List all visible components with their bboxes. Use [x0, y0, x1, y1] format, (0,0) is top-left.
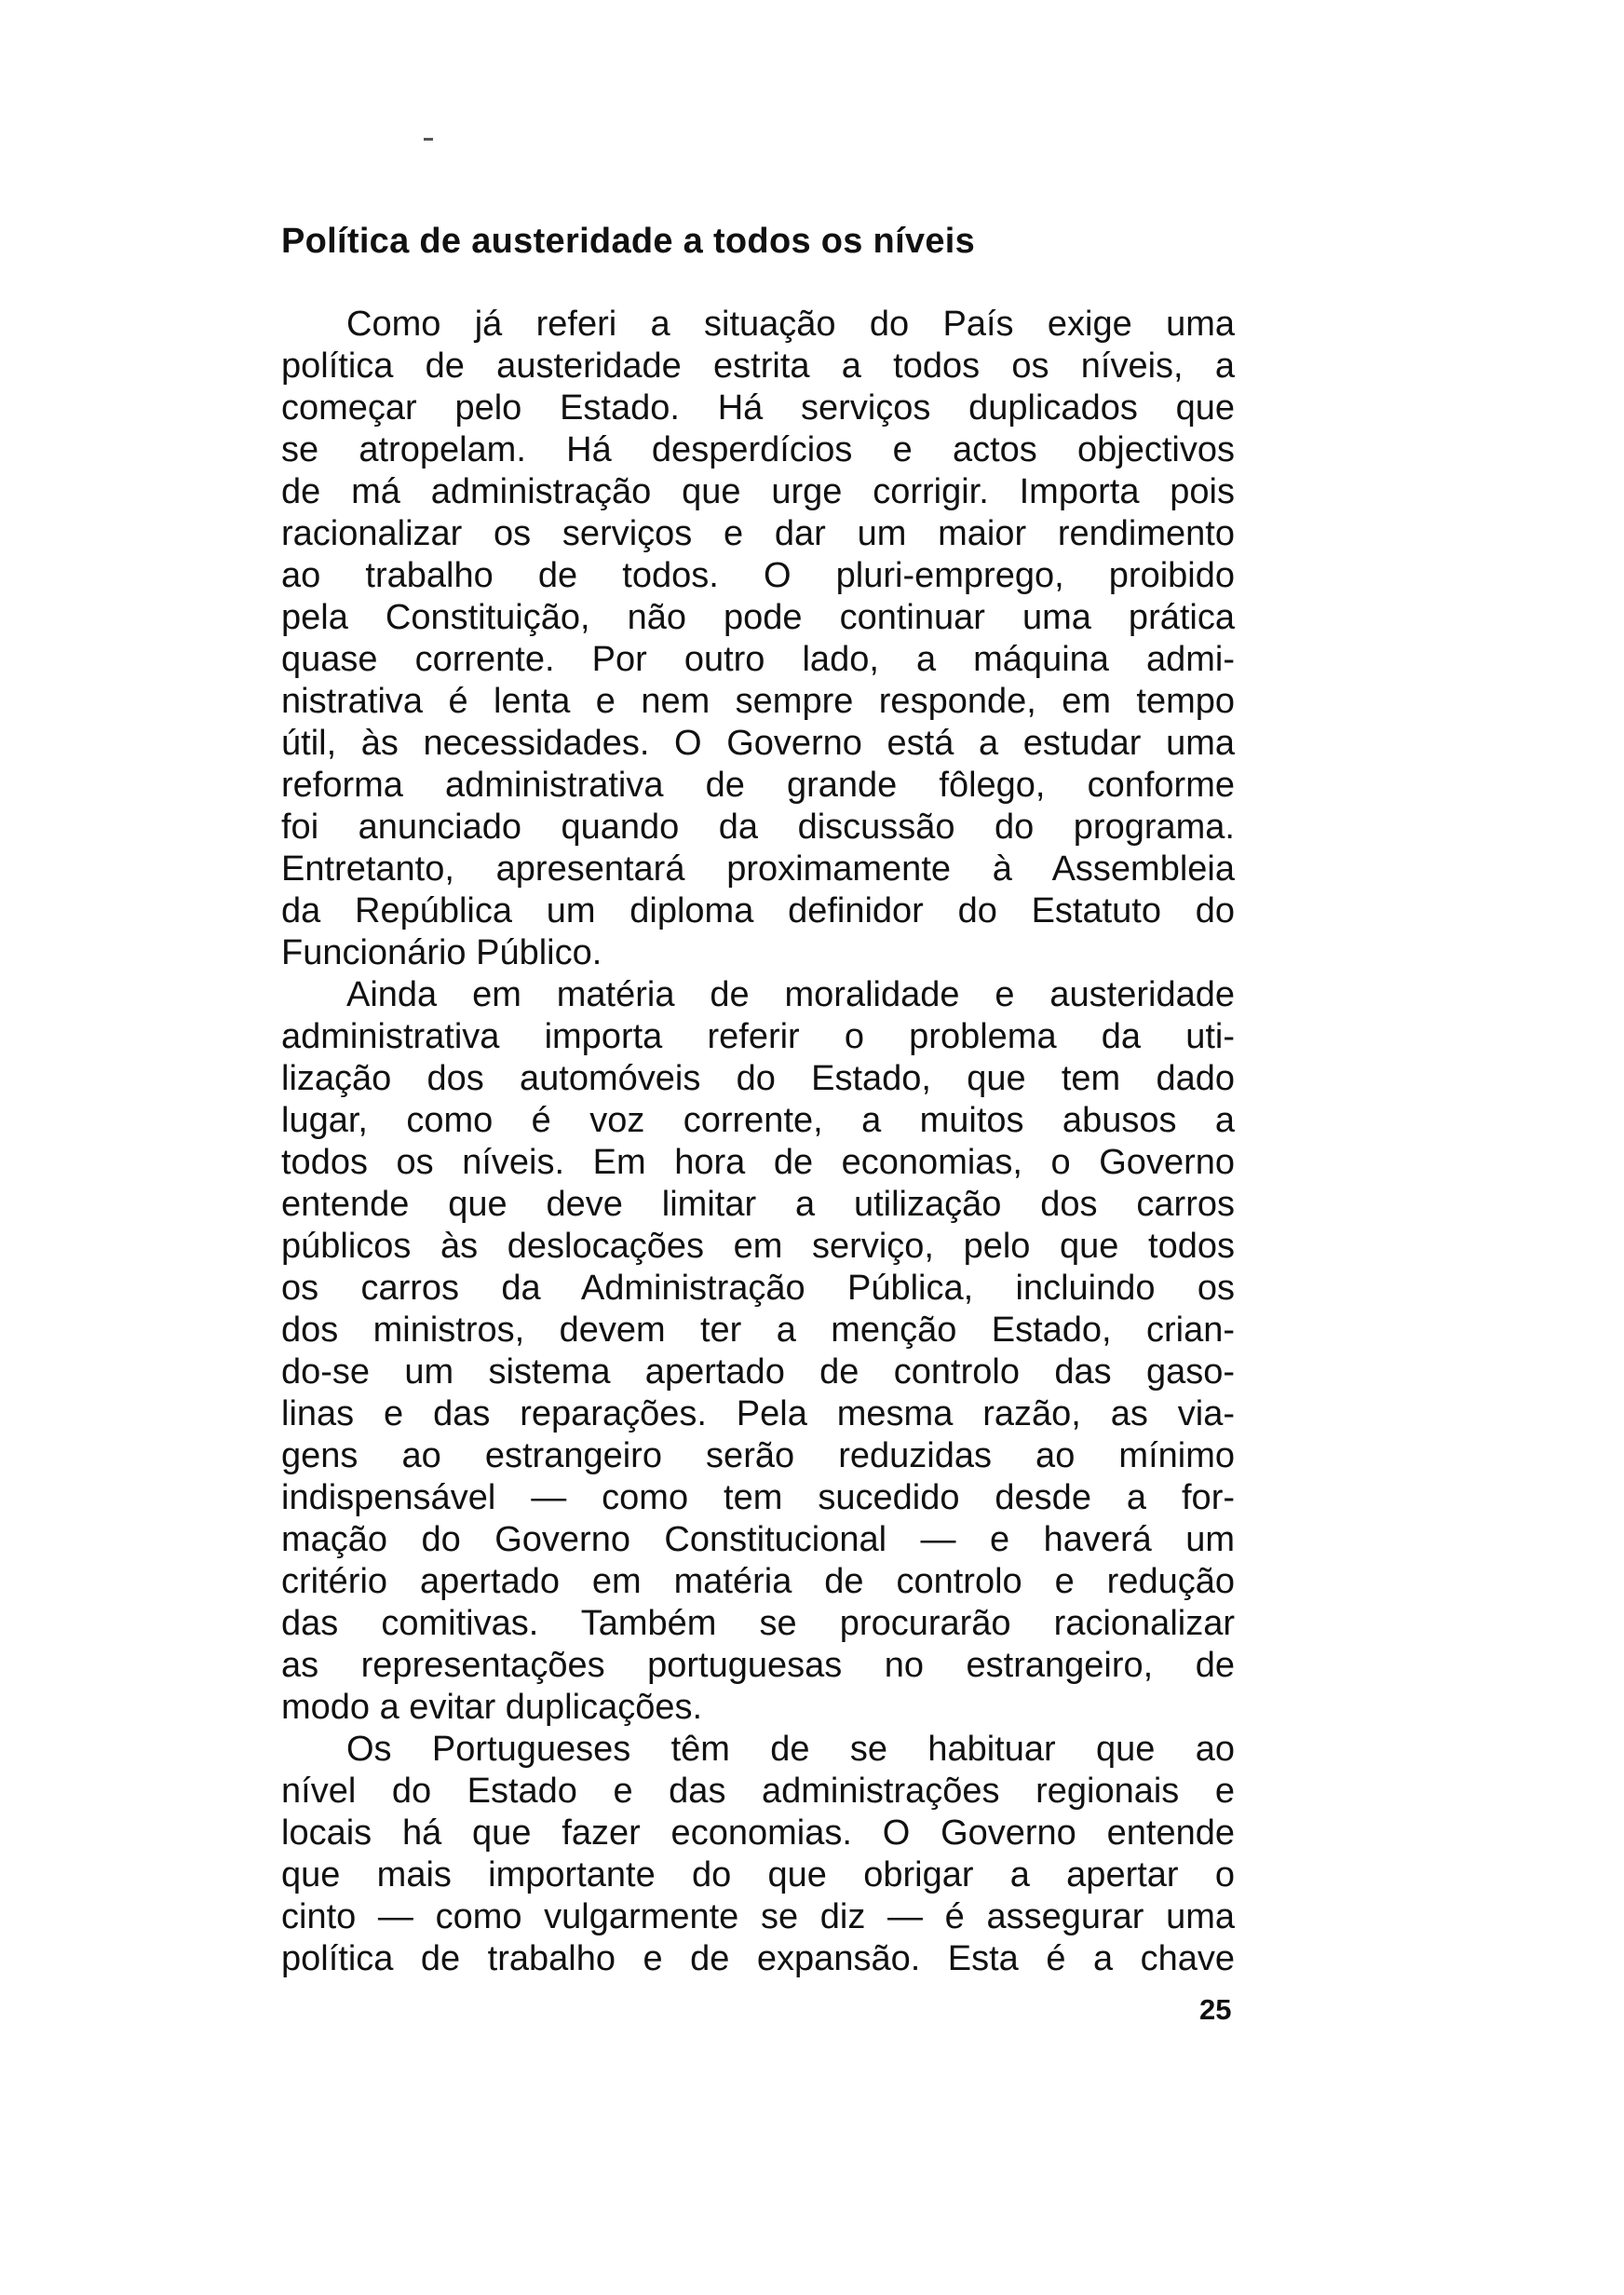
- text-line: política de austeridade estrita a todos os níveis, a: [281, 346, 1235, 386]
- text-line: locais há que fazer economias. O Governo entende: [281, 1813, 1235, 1853]
- text-line: entende que deve limitar a utilização dos carros: [281, 1185, 1235, 1224]
- text-line: quase corrente. Por outro lado, a máquina admi-: [281, 640, 1235, 679]
- text-line: critério apertado em matéria de controlo e redução: [281, 1562, 1235, 1601]
- text-line: gens ao estrangeiro serão reduzidas ao mínimo: [281, 1436, 1235, 1475]
- text-line: dos ministros, devem ter a menção Estado, crian-: [281, 1310, 1235, 1350]
- text-line: útil, às necessidades. O Governo está a estudar uma: [281, 724, 1235, 763]
- text-line: política de trabalho e de expansão. Esta é a chave: [281, 1939, 1235, 1978]
- text-line: administrativa importa referir o problema da uti-: [281, 1017, 1235, 1056]
- text-line: Entretanto, apresentará proximamente à Assembleia: [281, 849, 1235, 889]
- text-line: Ainda em matéria de moralidade e austeridade: [346, 975, 1235, 1014]
- text-line: da República um diploma definidor do Estatuto do: [281, 891, 1235, 930]
- text-line: lização dos automóveis do Estado, que tem dado: [281, 1059, 1235, 1098]
- text-line: que mais importante do que obrigar a apertar o: [281, 1855, 1235, 1894]
- text-line: nível do Estado e das administrações regionais e: [281, 1772, 1235, 1811]
- text-line: racionalizar os serviços e dar um maior rendimento: [281, 514, 1235, 553]
- text-line: Como já referi a situação do País exige uma: [346, 305, 1235, 344]
- text-line: ao trabalho de todos. O pluri-emprego, proibido: [281, 556, 1235, 595]
- text-line: modo a evitar duplicações.: [281, 1688, 703, 1727]
- text-line: as representações portuguesas no estrangeiro, de: [281, 1646, 1235, 1685]
- text-line: do-se um sistema apertado de controlo das gaso-: [281, 1352, 1235, 1392]
- text-line: cinto — como vulgarmente se diz — é assegurar uma: [281, 1897, 1235, 1936]
- text-line: nistrativa é lenta e nem sempre responde, em tempo: [281, 682, 1235, 721]
- text-line: Funcionário Público.: [281, 933, 602, 972]
- text-line: pela Constituição, não pode continuar uma prática: [281, 598, 1235, 637]
- text-line: das comitivas. Também se procurarão racionalizar: [281, 1604, 1235, 1643]
- text-line: foi anunciado quando da discussão do programa.: [281, 808, 1235, 847]
- text-line: reforma administrativa de grande fôlego, conforme: [281, 766, 1235, 805]
- body-text: [281, 304, 1235, 1980]
- text-line: se atropelam. Há desperdícios e actos objectivos: [281, 430, 1235, 469]
- text-line: todos os níveis. Em hora de economias, o Governo: [281, 1143, 1235, 1182]
- text-line: lugar, como é voz corrente, a muitos abusos a: [281, 1101, 1235, 1140]
- text-line: indispensável — como tem sucedido desde a for-: [281, 1478, 1235, 1517]
- text-line: de má administração que urge corrigir. Importa pois: [281, 472, 1235, 511]
- text-line: Os Portugueses têm de se habituar que ao: [346, 1730, 1235, 1769]
- text-line: mação do Governo Constitucional — e haverá um: [281, 1520, 1235, 1559]
- print-speck: [424, 138, 433, 141]
- text-line: começar pelo Estado. Há serviços duplicados que: [281, 388, 1235, 428]
- text-line: os carros da Administração Pública, incluindo os: [281, 1269, 1235, 1308]
- text-line: linas e das reparações. Pela mesma razão, as via-: [281, 1394, 1235, 1433]
- page-number: 25: [1199, 1993, 1232, 2026]
- section-heading: Política de austeridade a todos os níveis: [281, 222, 976, 261]
- text-line: públicos às deslocações em serviço, pelo que todos: [281, 1227, 1235, 1266]
